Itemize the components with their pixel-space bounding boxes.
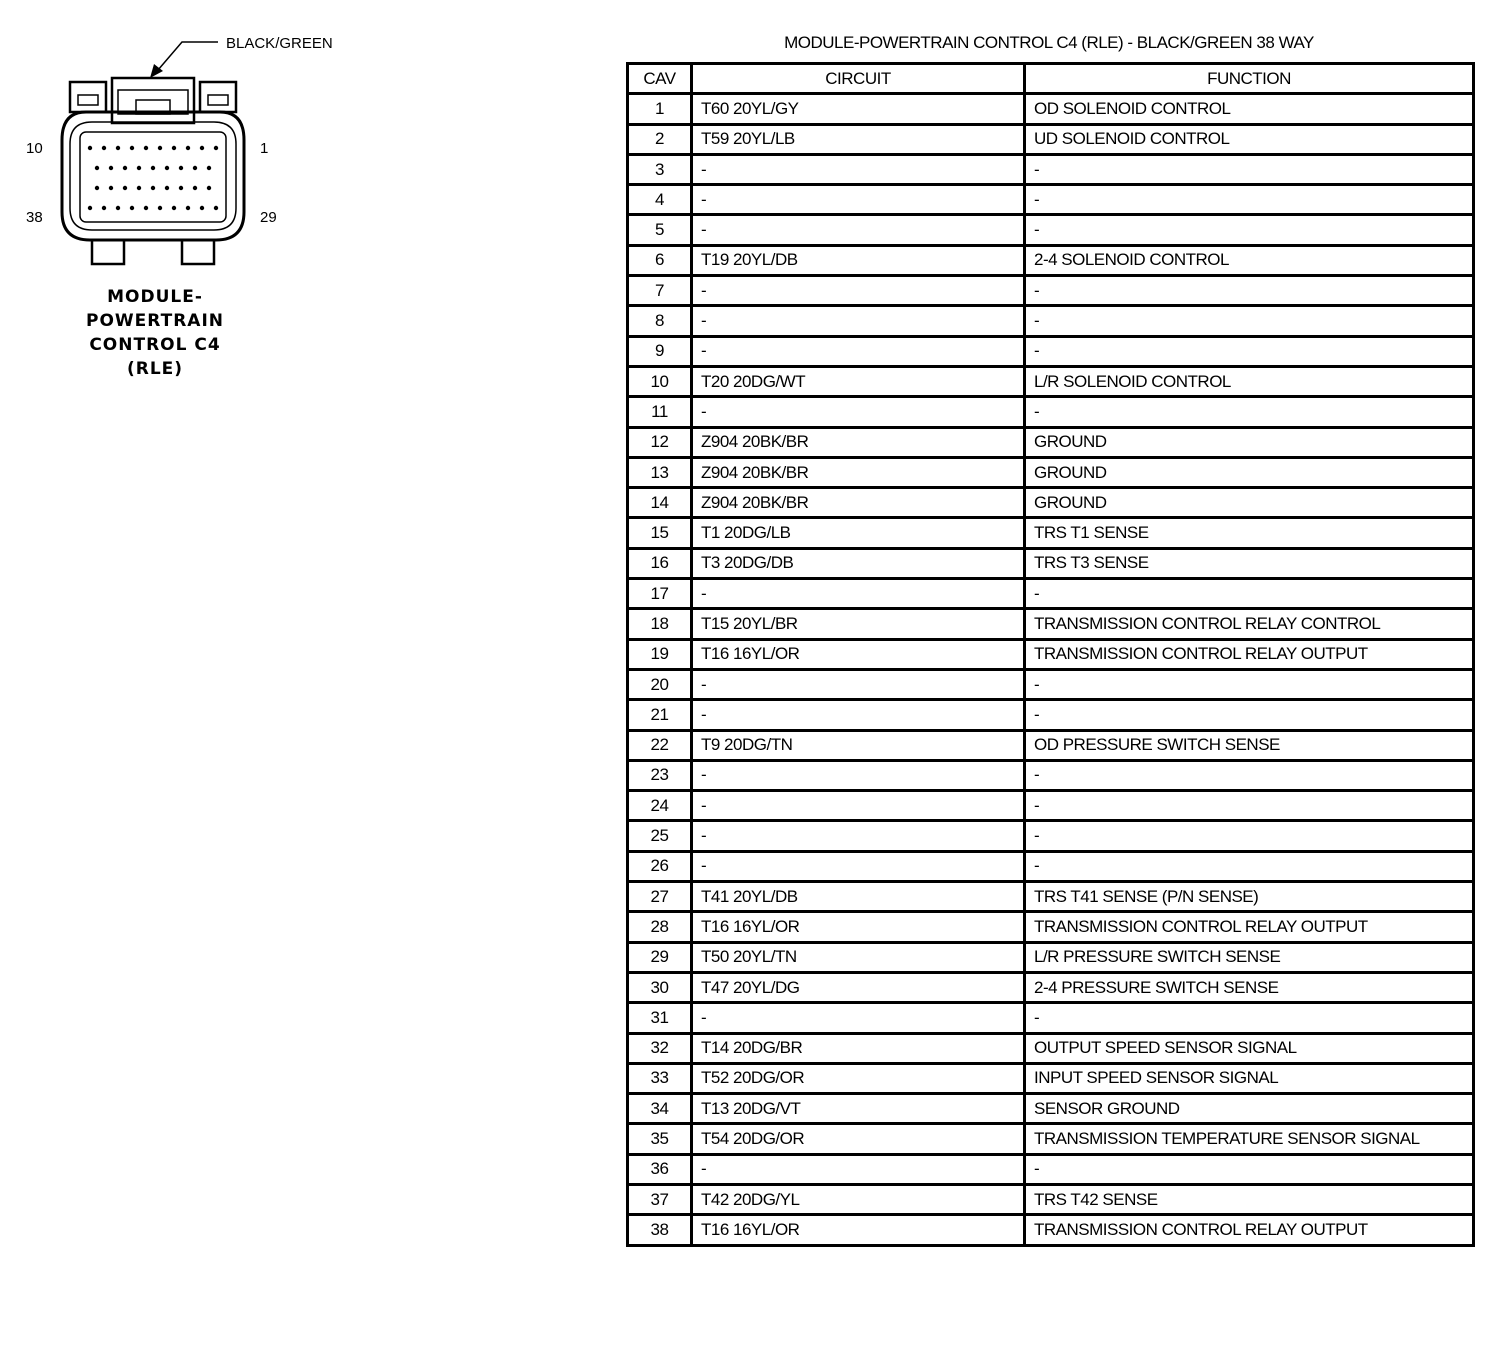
table-row (628, 1063, 1474, 1093)
circuit-cell: T54 20DG/OR (692, 1124, 1025, 1154)
function-cell: SENSOR GROUND (1025, 1094, 1474, 1124)
circuit-cell: - (692, 791, 1025, 821)
circuit-cell: - (692, 669, 1025, 699)
function-cell: 2-4 SOLENOID CONTROL (1025, 245, 1474, 275)
table-title: MODULE-POWERTRAIN CONTROL C4 (RLE) - BLACK/GREEN 38 WAY (784, 33, 1314, 52)
cav-cell: 5 (628, 215, 692, 245)
function-cell: - (1025, 1154, 1474, 1184)
cav-cell: 10 (628, 366, 692, 396)
cav-cell: 11 (628, 397, 692, 427)
circuit-cell: T47 20YL/DG (692, 972, 1025, 1002)
function-cell: - (1025, 306, 1474, 336)
cav-cell: 19 (628, 639, 692, 669)
table-row (628, 1033, 1474, 1063)
pinout-table (626, 62, 1475, 1247)
circuit-cell: - (692, 1003, 1025, 1033)
function-cell: GROUND (1025, 427, 1474, 457)
cav-cell: 12 (628, 427, 692, 457)
circuit-cell: T20 20DG/WT (692, 366, 1025, 396)
function-cell: - (1025, 669, 1474, 699)
function-cell: - (1025, 791, 1474, 821)
cav-cell: 2 (628, 124, 692, 154)
function-cell: - (1025, 700, 1474, 730)
cav-cell: 36 (628, 1154, 692, 1184)
connector-pins-icon (88, 146, 218, 210)
connector-name-line: (RLE) (126, 359, 184, 379)
cav-cell: 4 (628, 185, 692, 215)
circuit-cell: T16 16YL/OR (692, 912, 1025, 942)
table-row (628, 457, 1474, 487)
table-row (628, 124, 1474, 154)
circuit-cell: T41 20YL/DB (692, 882, 1025, 912)
function-cell: TRANSMISSION CONTROL RELAY OUTPUT (1025, 912, 1474, 942)
circuit-cell: T60 20YL/GY (692, 94, 1025, 124)
table-row (628, 548, 1474, 578)
cav-cell: 21 (628, 700, 692, 730)
header-cav: CAV (628, 64, 692, 94)
circuit-cell: T9 20DG/TN (692, 730, 1025, 760)
table-row (628, 669, 1474, 699)
function-cell: TRS T42 SENSE (1025, 1184, 1474, 1214)
circuit-cell: T15 20YL/BR (692, 609, 1025, 639)
cav-cell: 35 (628, 1124, 692, 1154)
cav-cell: 7 (628, 276, 692, 306)
function-cell: OD SOLENOID CONTROL (1025, 94, 1474, 124)
circuit-cell: - (692, 336, 1025, 366)
connector-name (60, 285, 250, 381)
cav-cell: 23 (628, 760, 692, 790)
cav-cell: 15 (628, 518, 692, 548)
cav-cell: 38 (628, 1215, 692, 1245)
table-row (628, 851, 1474, 881)
function-cell: - (1025, 336, 1474, 366)
function-cell: - (1025, 276, 1474, 306)
cav-cell: 26 (628, 851, 692, 881)
cav-cell: 22 (628, 730, 692, 760)
cav-cell: 9 (628, 336, 692, 366)
table-row (628, 215, 1474, 245)
circuit-cell: - (692, 215, 1025, 245)
function-cell: L/R SOLENOID CONTROL (1025, 366, 1474, 396)
circuit-cell: - (692, 700, 1025, 730)
cav-cell: 34 (628, 1094, 692, 1124)
table-row (628, 518, 1474, 548)
function-cell: GROUND (1025, 457, 1474, 487)
circuit-cell: - (692, 276, 1025, 306)
table-row (628, 1094, 1474, 1124)
circuit-cell: T19 20YL/DB (692, 245, 1025, 275)
table-row (628, 579, 1474, 609)
cav-cell: 24 (628, 791, 692, 821)
function-cell: TRANSMISSION TEMPERATURE SENSOR SIGNAL (1025, 1124, 1474, 1154)
function-cell: 2-4 PRESSURE SWITCH SENSE (1025, 972, 1474, 1002)
pin-label-bottom-left: 38 (26, 209, 43, 226)
connector-name-line: POWERTRAIN (86, 311, 224, 331)
table-row (628, 639, 1474, 669)
function-cell: OUTPUT SPEED SENSOR SIGNAL (1025, 1033, 1474, 1063)
cav-cell: 3 (628, 154, 692, 184)
function-cell: TRANSMISSION CONTROL RELAY OUTPUT (1025, 639, 1474, 669)
connector-name-line: CONTROL C4 (89, 335, 221, 355)
table-row (628, 366, 1474, 396)
cav-cell: 16 (628, 548, 692, 578)
function-cell: TRS T41 SENSE (P/N SENSE) (1025, 882, 1474, 912)
function-cell: L/R PRESSURE SWITCH SENSE (1025, 942, 1474, 972)
function-cell: - (1025, 215, 1474, 245)
function-cell: TRANSMISSION CONTROL RELAY OUTPUT (1025, 1215, 1474, 1245)
cav-cell: 32 (628, 1033, 692, 1063)
cav-cell: 1 (628, 94, 692, 124)
cav-cell: 27 (628, 882, 692, 912)
color-callout-label: BLACK/GREEN (226, 35, 333, 52)
table-row (628, 276, 1474, 306)
circuit-cell: - (692, 306, 1025, 336)
table-row (628, 1154, 1474, 1184)
table-row (628, 760, 1474, 790)
table-header-row (628, 64, 1474, 94)
function-cell: - (1025, 760, 1474, 790)
cav-cell: 25 (628, 821, 692, 851)
function-cell: INPUT SPEED SENSOR SIGNAL (1025, 1063, 1474, 1093)
function-cell: TRS T1 SENSE (1025, 518, 1474, 548)
cav-cell: 6 (628, 245, 692, 275)
circuit-cell: - (692, 579, 1025, 609)
connector-diagram (0, 0, 340, 280)
circuit-cell: T50 20YL/TN (692, 942, 1025, 972)
pin-label-top-right: 1 (260, 140, 269, 157)
table-row (628, 154, 1474, 184)
circuit-cell: T52 20DG/OR (692, 1063, 1025, 1093)
circuit-cell: T1 20DG/LB (692, 518, 1025, 548)
cav-cell: 31 (628, 1003, 692, 1033)
pin-label-top-left: 10 (26, 140, 43, 157)
circuit-cell: Z904 20BK/BR (692, 488, 1025, 518)
cav-cell: 20 (628, 669, 692, 699)
table-row (628, 791, 1474, 821)
table-row (628, 1184, 1474, 1214)
callout-arrow-icon (150, 42, 218, 78)
circuit-cell: - (692, 851, 1025, 881)
table-row (628, 912, 1474, 942)
header-circuit: CIRCUIT (692, 64, 1025, 94)
function-cell: TRANSMISSION CONTROL RELAY CONTROL (1025, 609, 1474, 639)
function-cell: - (1025, 821, 1474, 851)
table-row (628, 488, 1474, 518)
table-row (628, 397, 1474, 427)
cav-cell: 17 (628, 579, 692, 609)
table-row (628, 730, 1474, 760)
function-cell: - (1025, 851, 1474, 881)
circuit-cell: - (692, 397, 1025, 427)
circuit-cell: - (692, 1154, 1025, 1184)
function-cell: - (1025, 579, 1474, 609)
cav-cell: 8 (628, 306, 692, 336)
table-row (628, 336, 1474, 366)
pin-label-bottom-right: 29 (260, 209, 277, 226)
function-cell: - (1025, 185, 1474, 215)
cav-cell: 13 (628, 457, 692, 487)
table-row (628, 94, 1474, 124)
table-row (628, 185, 1474, 215)
table-row (628, 609, 1474, 639)
circuit-cell: T59 20YL/LB (692, 124, 1025, 154)
cav-cell: 18 (628, 609, 692, 639)
table-row (628, 942, 1474, 972)
function-cell: - (1025, 1003, 1474, 1033)
cav-cell: 33 (628, 1063, 692, 1093)
circuit-cell: Z904 20BK/BR (692, 427, 1025, 457)
circuit-cell: Z904 20BK/BR (692, 457, 1025, 487)
function-cell: UD SOLENOID CONTROL (1025, 124, 1474, 154)
circuit-cell: T16 16YL/OR (692, 1215, 1025, 1245)
circuit-cell: T3 20DG/DB (692, 548, 1025, 578)
circuit-cell: T42 20DG/YL (692, 1184, 1025, 1214)
table-row (628, 1124, 1474, 1154)
function-cell: - (1025, 397, 1474, 427)
circuit-cell: T16 16YL/OR (692, 639, 1025, 669)
function-cell: GROUND (1025, 488, 1474, 518)
pinout-body (628, 94, 1474, 1245)
connector-name-line: MODULE- (107, 287, 203, 307)
cav-cell: 14 (628, 488, 692, 518)
cav-cell: 37 (628, 1184, 692, 1214)
function-cell: OD PRESSURE SWITCH SENSE (1025, 730, 1474, 760)
function-cell: - (1025, 154, 1474, 184)
circuit-cell: T13 20DG/VT (692, 1094, 1025, 1124)
circuit-cell: - (692, 821, 1025, 851)
table-row (628, 821, 1474, 851)
cav-cell: 28 (628, 912, 692, 942)
function-cell: TRS T3 SENSE (1025, 548, 1474, 578)
table-row (628, 1003, 1474, 1033)
circuit-cell: - (692, 185, 1025, 215)
circuit-cell: - (692, 760, 1025, 790)
header-function: FUNCTION (1025, 64, 1474, 94)
circuit-cell: - (692, 154, 1025, 184)
cav-cell: 30 (628, 972, 692, 1002)
table-row (628, 1215, 1474, 1245)
table-row (628, 882, 1474, 912)
connector-housing-icon (62, 78, 244, 264)
table-row (628, 306, 1474, 336)
table-row (628, 700, 1474, 730)
cav-cell: 29 (628, 942, 692, 972)
table-row (628, 972, 1474, 1002)
table-row (628, 245, 1474, 275)
table-row (628, 427, 1474, 457)
circuit-cell: T14 20DG/BR (692, 1033, 1025, 1063)
